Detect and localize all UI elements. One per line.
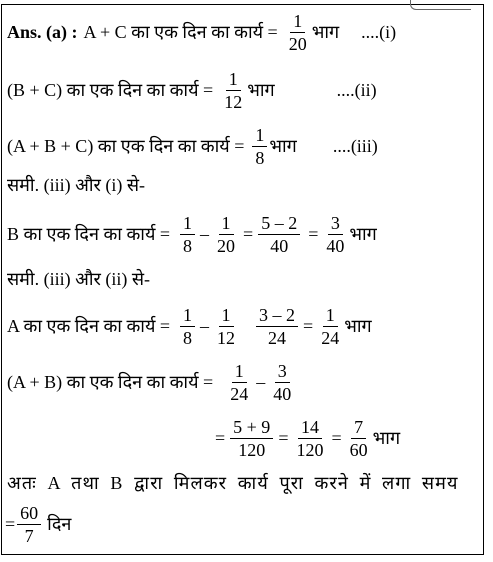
equation-line-1: [7, 12, 396, 52]
line8-f2-den: 40: [273, 383, 292, 404]
equals-sign: =: [215, 427, 226, 448]
equation-line-9: [212, 418, 400, 458]
line5-f2-den: 20: [217, 235, 236, 256]
line2-unit: भाग: [247, 80, 275, 100]
line9-f3-den: 60: [349, 439, 368, 460]
page-top-mark: [410, 0, 471, 10]
line5-fraction-4: [323, 212, 347, 257]
line2-num: 1: [226, 68, 241, 91]
line7-f3-den: 24: [268, 327, 287, 348]
line1-fraction: [286, 10, 310, 55]
line3-num: 1: [252, 124, 267, 147]
line7-fraction-3: [256, 304, 298, 349]
line11-unit: दिन: [47, 514, 72, 534]
line7-unit: भाग: [344, 316, 372, 336]
line3-lhs: (A + B + C) का एक दिन का कार्य =: [7, 136, 245, 156]
line5-f2-num: 1: [219, 212, 234, 235]
line2-tag: ....(ii): [336, 79, 377, 100]
line9-f2-num: 14: [298, 416, 322, 439]
line1-den: 20: [288, 33, 307, 54]
line5-f4-num: 3: [328, 212, 343, 235]
equation-line-2: [7, 70, 377, 110]
line11-num: 60: [17, 502, 41, 525]
line7-f3-num: 3 – 2: [256, 304, 298, 327]
equals-sign: =: [331, 427, 342, 448]
line4-text: समी. (iii) और (i) से-: [7, 175, 146, 195]
line7-f1-num: 1: [180, 304, 195, 327]
line9-fraction-3: [347, 416, 371, 461]
line3-den: 8: [255, 147, 265, 168]
line5-fraction-2: [214, 212, 238, 257]
line9-f1-den: 120: [238, 439, 266, 460]
answer-label: Ans. (a) :: [7, 21, 78, 42]
line7-f4-den: 24: [321, 327, 340, 348]
line1-unit: भाग: [311, 22, 340, 42]
line5-f3-den: 40: [270, 235, 289, 256]
equation-line-11: [5, 504, 71, 544]
line9-fraction-1: [230, 416, 273, 461]
line5-f4-den: 40: [326, 235, 345, 256]
equation-line-7: [7, 306, 372, 346]
minus-sign: –: [200, 315, 210, 336]
line5-lhs: B का एक दिन का कार्य =: [7, 224, 171, 244]
line3-tag: ....(iii): [332, 135, 378, 156]
equation-line-10: [7, 468, 459, 498]
minus-sign: –: [256, 371, 266, 392]
equals-sign: =: [308, 223, 319, 244]
line7-f1-den: 8: [183, 327, 193, 348]
line2-fraction: [221, 68, 245, 113]
line9-f1-num: 5 + 9: [230, 416, 273, 439]
equals-sign: =: [5, 513, 16, 534]
line9-f2-den: 120: [296, 439, 324, 460]
line1-lhs: A + C का एक दिन का कार्य =: [83, 22, 278, 42]
line5-fraction-1: [180, 212, 195, 257]
equals-sign: =: [243, 223, 254, 244]
line5-f1-den: 8: [183, 235, 193, 256]
equation-line-4: [7, 170, 145, 200]
line9-f3-num: 7: [351, 416, 366, 439]
line1-tag: ....(i): [361, 21, 397, 42]
line11-den: 7: [24, 525, 34, 546]
line6-text: समी. (iii) और (ii) से-: [7, 269, 151, 289]
equals-sign: =: [303, 315, 314, 336]
line2-lhs: (B + C) का एक दिन का कार्य =: [7, 80, 214, 100]
line3-fraction: [252, 124, 267, 169]
equation-line-3: [7, 126, 378, 166]
line3-unit: भाग: [269, 136, 297, 156]
line5-f3-num: 5 – 2: [258, 212, 300, 235]
line1-num: 1: [290, 10, 305, 33]
line5-fraction-3: [258, 212, 300, 257]
line8-fraction-2: [270, 360, 294, 405]
line7-fraction-1: [180, 304, 195, 349]
line7-fraction-2: [214, 304, 238, 349]
line7-f2-num: 1: [219, 304, 234, 327]
line2-den: 12: [224, 91, 243, 112]
equals-sign: =: [278, 427, 289, 448]
equation-line-5: [7, 214, 377, 254]
line5-f1-num: 1: [180, 212, 195, 235]
line8-lhs: (A + B) का एक दिन का कार्य =: [7, 372, 214, 392]
line7-lhs: A का एक दिन का कार्य =: [7, 316, 171, 336]
line7-fraction-4: [318, 304, 342, 349]
line5-unit: भाग: [349, 224, 377, 244]
line7-f4-num: 1: [323, 304, 338, 327]
line9-unit: भाग: [372, 428, 401, 448]
minus-sign: –: [200, 223, 210, 244]
line8-f1-num: 1: [232, 360, 247, 383]
equation-line-8: [7, 362, 296, 402]
line8-f2-num: 3: [275, 360, 290, 383]
line8-fraction-1: [227, 360, 251, 405]
line7-f2-den: 12: [217, 327, 236, 348]
line8-f1-den: 24: [230, 383, 249, 404]
line9-fraction-2: [293, 416, 326, 461]
line10-text: अतः A तथा B द्वारा मिलकर कार्य पूरा करने में लगा समय: [7, 473, 459, 493]
equation-line-6: [7, 264, 150, 294]
line11-fraction: [17, 502, 41, 547]
